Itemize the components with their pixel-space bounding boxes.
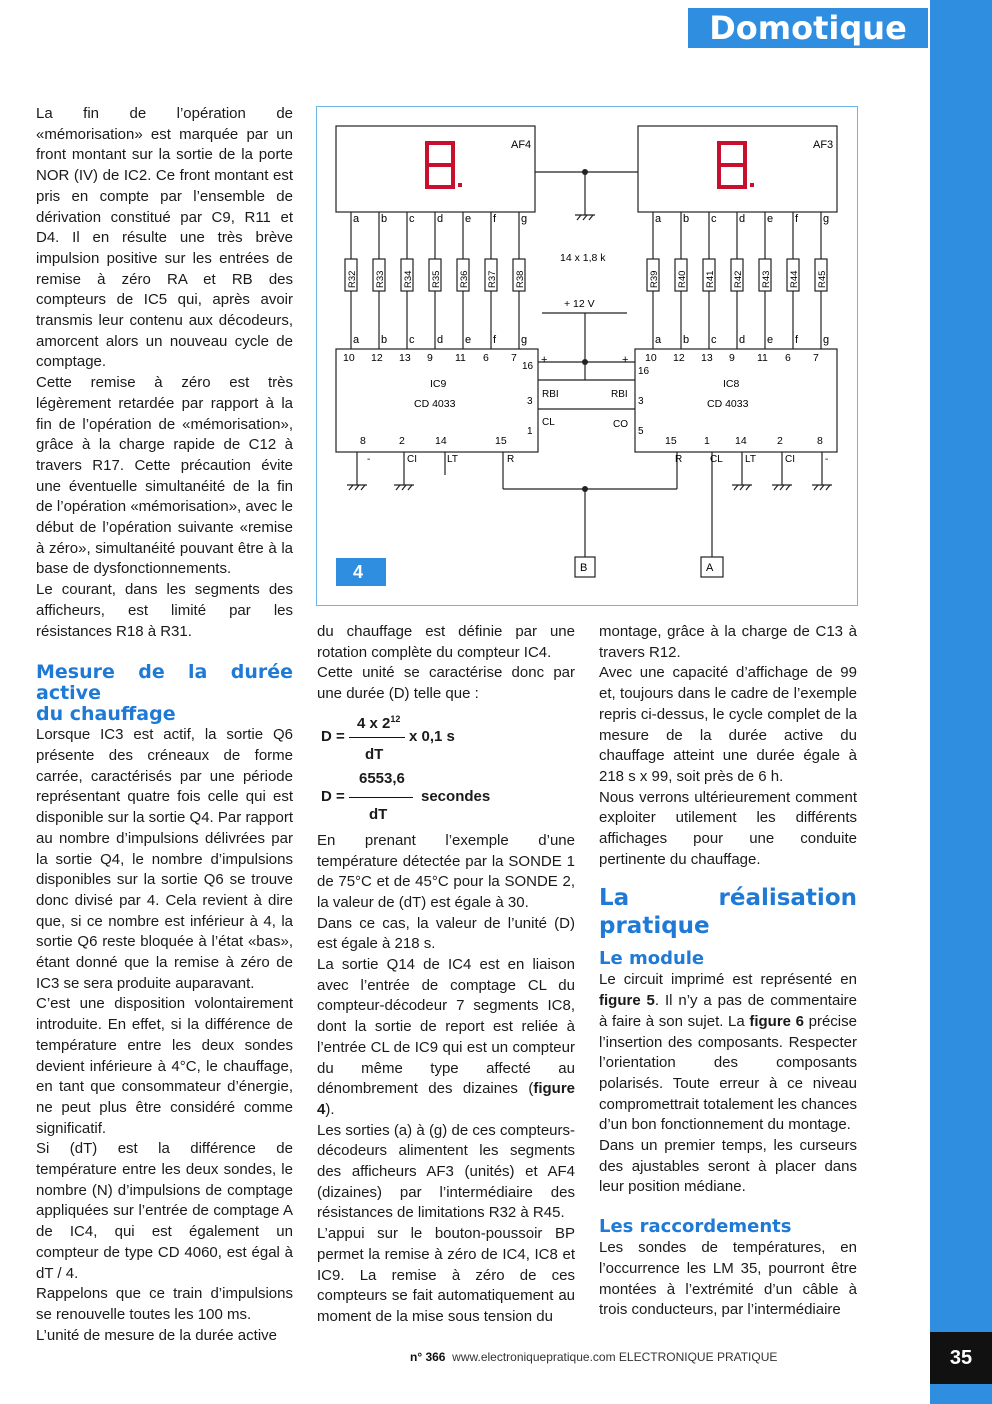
segment-label: a bbox=[353, 334, 360, 346]
ic-pin-number: 9 bbox=[729, 352, 735, 364]
terminal-b-label: B bbox=[580, 562, 588, 574]
segment-label: b bbox=[683, 334, 690, 346]
ic-pin-number: 13 bbox=[399, 352, 411, 364]
paragraph: Si (dT) est la différence de température entre les deux sondes, le nombre (N) d’impulsions de comptage appliquées sur l’entrée de comptage A de IC4, qui est également un compteur de type CD 4060, est égal à dT / 4. bbox=[36, 1140, 293, 1282]
ic9-bottom-pin: 2 bbox=[399, 435, 405, 447]
paragraph: L’unité de mesure de la durée active bbox=[36, 1326, 277, 1344]
resistor-label: R34 bbox=[403, 270, 414, 288]
formula-rhs: secondes bbox=[421, 787, 491, 805]
ic-pin-number: 7 bbox=[813, 352, 819, 364]
segment-label: a bbox=[353, 213, 360, 225]
ic9-bottom-label: CI bbox=[407, 454, 417, 465]
section-title: Domotique bbox=[709, 9, 907, 47]
ic8-type: CD 4033 bbox=[707, 398, 749, 410]
paragraph: Lorsque IC3 est actif, la sortie Q6 présente des créneaux de forme carrée, caractérisés par une période représentant quatre fois celle qui est disponible sur la sortie Q4. Par rapport au nombre d’impulsions délivrées par la sortie Q4, le nombre d’impulsions disponibles sur la sortie Q6 se trouve donc divisé par 4. Cela revient à dire que, si ce nombre est inférieur à 4, la sortie Q6 reste bloquée à l’état «bas», étant donné que la remise à zéro de IC3 se sera produite auparavant. bbox=[36, 726, 293, 992]
segment-label: d bbox=[437, 334, 444, 346]
ic8-plus: + bbox=[622, 354, 629, 366]
segment-label: b bbox=[683, 213, 690, 225]
paragraph: La sortie Q14 de IC4 est en liaison avec l’entrée de comptage CL du compteur-décodeur 7 segments IC8, dont la sortie de report est reliée à l’entrée CL de IC9 qui est un compteur du même type affecté au dénombrement des dizaines (figure 4). bbox=[317, 956, 575, 1118]
segment-label: d bbox=[437, 213, 444, 225]
paragraph: Nous verrons ultérieurement comment exploiter utilement les différents affichages pour une conduite pertinente du chauffage. bbox=[599, 788, 857, 868]
ic-pin-number: 10 bbox=[645, 352, 657, 364]
ic8-bottom-label: CI bbox=[785, 454, 795, 465]
segment-label: e bbox=[465, 213, 472, 225]
ic8-pin5: 5 bbox=[638, 426, 644, 437]
text-column-1 bbox=[36, 104, 293, 1346]
segment-label: c bbox=[409, 334, 415, 346]
formula-numerator: 6553,6 bbox=[359, 769, 405, 787]
ic8-bottom-label: - bbox=[825, 454, 829, 465]
segment-label: c bbox=[711, 213, 717, 225]
ic8-pin3: 3 bbox=[638, 396, 644, 407]
ic8-co-label: CO bbox=[613, 419, 628, 430]
resistor-bank-right bbox=[645, 212, 829, 364]
resistor-label: R40 bbox=[677, 270, 688, 288]
ic8-name: IC8 bbox=[723, 378, 740, 390]
page-number: 35 bbox=[930, 1332, 992, 1384]
segment-label: g bbox=[823, 213, 830, 225]
paragraph: Cette remise à zéro est très légèrement retardée par rapport à la fin de l’opération de «mémorisation», grâce à la charge rapide de C12 à travers R17. Cette précaution évite une éventuelle simultanéité de la fin de l’opération «mémorisation», avec le début de l’opération suivante «remise à zéro», simultanéité pouvant être à la base de dysfonctionnements. bbox=[36, 374, 293, 578]
ic9-bottom-pin: 14 bbox=[435, 435, 447, 447]
ic8-bottom-pin: 8 bbox=[817, 435, 823, 447]
paragraph: Avec une capacité d’affichage de 99 et, toujours dans le cadre de l’exemple repris ci-dessus, le cycle complet de la mesure de la durée active du chauffage atteint une durée égale à 218 s x 99, soit près de 6 h. bbox=[599, 664, 857, 785]
segment-label: c bbox=[409, 213, 415, 225]
resistor-label: R43 bbox=[761, 270, 772, 288]
ic9-pin1: 1 bbox=[527, 426, 533, 437]
ic8-bottom-pin: 1 bbox=[704, 435, 710, 447]
segment-label: b bbox=[381, 213, 388, 225]
ic-pin-number: 10 bbox=[343, 352, 355, 364]
segment-label: f bbox=[795, 213, 799, 225]
page-footer bbox=[410, 1350, 870, 1364]
resistor-label: R35 bbox=[431, 270, 442, 288]
segment-label: f bbox=[493, 213, 497, 225]
figure-reference: figure 6 bbox=[749, 1012, 804, 1030]
ic-pin-number: 7 bbox=[511, 352, 517, 364]
formula-rhs: x 0,1 s bbox=[409, 727, 455, 745]
ic9-plus: + bbox=[541, 354, 548, 366]
paragraph: L’appui sur le bouton-poussoir BP permet la remise à zéro de IC4, IC8 et IC9. La remise à zéro de ces compteurs se fait automatiquement au moment de la mise sous tension du bbox=[317, 1225, 575, 1325]
paragraph: montage, grâce à la charge de C13 à travers R12. bbox=[599, 623, 857, 661]
resistor-label: R36 bbox=[459, 270, 470, 288]
issue-number: n° 366 bbox=[410, 1350, 446, 1364]
segment-label: g bbox=[521, 334, 528, 346]
paragraph: Cette unité se caractérise donc par une durée (D) telle que : bbox=[317, 664, 575, 703]
ic-pin-number: 9 bbox=[427, 352, 433, 364]
section-heading bbox=[36, 662, 293, 725]
ic8-bottom-label: LT bbox=[745, 454, 756, 465]
ic8-bottom-pin: 2 bbox=[777, 435, 783, 447]
segment-label: g bbox=[823, 334, 830, 346]
terminal-a-label: A bbox=[706, 562, 714, 574]
resistor-label: R37 bbox=[487, 270, 498, 288]
resistor-label: R42 bbox=[733, 270, 744, 288]
resistor-label: R33 bbox=[375, 270, 386, 288]
segment-label: d bbox=[739, 213, 746, 225]
display-af3-label: AF3 bbox=[813, 139, 834, 151]
formula-2 bbox=[317, 769, 575, 825]
ic-pin-number: 11 bbox=[757, 352, 768, 364]
ic9-bottom-label: LT bbox=[447, 454, 458, 465]
formula-denominator: dT bbox=[365, 745, 384, 763]
segment-label: g bbox=[521, 213, 528, 225]
display-af3-body bbox=[638, 126, 837, 212]
figure-reference: figure 4 bbox=[317, 1080, 575, 1118]
ic-pin-number: 11 bbox=[455, 352, 466, 364]
segment-label: d bbox=[739, 334, 746, 346]
side-color-bar bbox=[930, 0, 992, 1404]
ic-pin-number: 6 bbox=[785, 352, 791, 364]
formula-numerator: 4 x $2^{12}$ bbox=[357, 713, 401, 732]
figure-reference: figure 5 bbox=[599, 992, 655, 1010]
segment-label: a bbox=[655, 213, 662, 225]
segment-label: a bbox=[655, 334, 662, 346]
segment-label: b bbox=[381, 334, 388, 346]
ic9-pin16: 16 bbox=[522, 361, 534, 372]
paragraph: Rappelons que ce train d’impulsions se renouvelle toutes les 100 ms. bbox=[36, 1285, 293, 1323]
paragraph: La fin de l’opération de «mémorisation» est marquée par un front montant sur la sortie de la porte NOR (IV) de IC2. Ce front montant est pris en compte par l’ensemble de dérivation constitué par C9, R11 et D4. Il en résulte une très brève impulsion positive sur les entrées de remise à zéro RA et RB des compteurs de IC5 qui, après avoir transmis leur contenu aux décodeurs, amorcent alors un nouveau cycle de comptage. bbox=[36, 105, 293, 371]
formula-1 bbox=[317, 709, 575, 765]
paragraph: Dans ce cas, la valeur de l’unité (D) est égale à 218 s. bbox=[317, 914, 575, 953]
paragraph: En prenant l’exemple d’une température détectée par la SONDE 1 de 75°C et de 45°C pour la SONDE 2, la valeur de (dT) est égale à 30. bbox=[317, 831, 575, 911]
segment-label: e bbox=[465, 334, 472, 346]
ic9-bottom-pin: 15 bbox=[495, 435, 507, 447]
magazine-name: ELECTRONIQUE PRATIQUE bbox=[618, 1350, 778, 1364]
resistor-bank-left bbox=[343, 212, 527, 364]
formula-lhs: D = bbox=[321, 787, 345, 805]
segment-label: e bbox=[767, 334, 774, 346]
text-column-3 bbox=[599, 622, 857, 1321]
ic8-rbi-label: RBI bbox=[611, 389, 628, 400]
resistor-label: R38 bbox=[515, 270, 526, 288]
ic9-rbi-label: RBI bbox=[542, 389, 559, 400]
resistor-label: R44 bbox=[789, 270, 800, 288]
display-af4-body bbox=[336, 126, 535, 212]
text-column-2 bbox=[317, 622, 575, 1328]
subsection-heading: Les raccordements bbox=[599, 1216, 792, 1238]
ic8-pin16: 16 bbox=[638, 366, 650, 377]
paragraph: Les sondes de températures, en l’occurrence les LM 35, pourront être montées à l’extrémité d’un câble à trois conducteurs, par l’intermédiaire bbox=[599, 1239, 857, 1319]
schematic-drawing bbox=[317, 107, 857, 605]
figure-number: 4 bbox=[353, 562, 364, 582]
segment-label: f bbox=[795, 334, 799, 346]
formula-lhs: D = bbox=[321, 727, 345, 745]
ic9-bottom-pin: 8 bbox=[360, 435, 366, 447]
resistor-label: R32 bbox=[347, 270, 358, 288]
supply-label: + 12 V bbox=[564, 298, 595, 310]
ic8-bottom-label: R bbox=[675, 454, 683, 465]
paragraph: Le courant, dans les segments des afficheurs, est limité par les résistances R18 à R31. bbox=[36, 581, 293, 640]
ic-pin-number: 12 bbox=[673, 352, 685, 364]
heading-line: Mesure de la durée active bbox=[36, 661, 293, 705]
heading-line: du chauffage bbox=[36, 703, 176, 726]
section-heading: La réalisation pratique bbox=[599, 885, 857, 940]
paragraph: du chauffage est définie par une rotation complète du compteur IC4. bbox=[317, 623, 575, 661]
paragraph: Le circuit imprimé est représenté en figure 5. Il n’y a pas de commentaire à faire à son sujet. La figure 6 précise l’insertion des composants. Respecter l’orientation des composants polarisés. Toute erreur à ce niveau compromettrait totalement les chances d’un bon fonctionnement du montage. bbox=[599, 971, 857, 1134]
ic-pin-number: 13 bbox=[701, 352, 713, 364]
website: www.electroniquepratique.com bbox=[452, 1350, 616, 1364]
subsection-heading: Le module bbox=[599, 948, 705, 970]
figure-4-schematic bbox=[316, 106, 858, 606]
ic-pin-number: 12 bbox=[371, 352, 383, 364]
segment-label: c bbox=[711, 334, 717, 346]
ic-pin-number: 6 bbox=[483, 352, 489, 364]
resistor-label: R41 bbox=[705, 270, 716, 288]
ic9-bottom-label: - bbox=[367, 454, 371, 465]
ic8-bottom-pin: 15 bbox=[665, 435, 677, 447]
segment-label: f bbox=[493, 334, 497, 346]
ic8-bottom-pin: 14 bbox=[735, 435, 747, 447]
ic9-cl-label: CL bbox=[542, 417, 555, 428]
paragraph: Dans un premier temps, les curseurs des ajustables seront à placer dans leur position médiane. bbox=[599, 1137, 857, 1196]
resistor-label: R45 bbox=[817, 270, 828, 288]
section-header bbox=[688, 8, 928, 48]
ic9-type: CD 4033 bbox=[414, 398, 456, 410]
paragraph: C’est une disposition volontairement introduite. En effet, si la différence de température entre les deux sondes devient inférieure à 4°C, le chauffage, en tant que consommateur d’énergie, ne peut plus être considéré comme significatif. bbox=[36, 995, 293, 1137]
display-af4-label: AF4 bbox=[511, 139, 532, 151]
paragraph: Les sorties (a) à (g) de ces compteurs-décodeurs alimentent les segments des afficheurs AF3 (unités) et AF4 (dizaines) par l’intermédiaire des résistances de limitations R32 à R45. bbox=[317, 1121, 575, 1222]
ic9-name: IC9 bbox=[430, 378, 447, 390]
fraction-bar bbox=[349, 797, 413, 798]
segment-label: e bbox=[767, 213, 774, 225]
fraction-bar bbox=[349, 737, 405, 738]
ic9-pin3: 3 bbox=[527, 396, 533, 407]
ic8-bottom-label: CL bbox=[710, 454, 723, 465]
resistor-label: R39 bbox=[649, 270, 660, 288]
formula-denominator: dT bbox=[369, 805, 388, 823]
resistor-value-label: 14 x 1,8 k bbox=[560, 252, 606, 264]
ic9-bottom-label: R bbox=[507, 454, 515, 465]
